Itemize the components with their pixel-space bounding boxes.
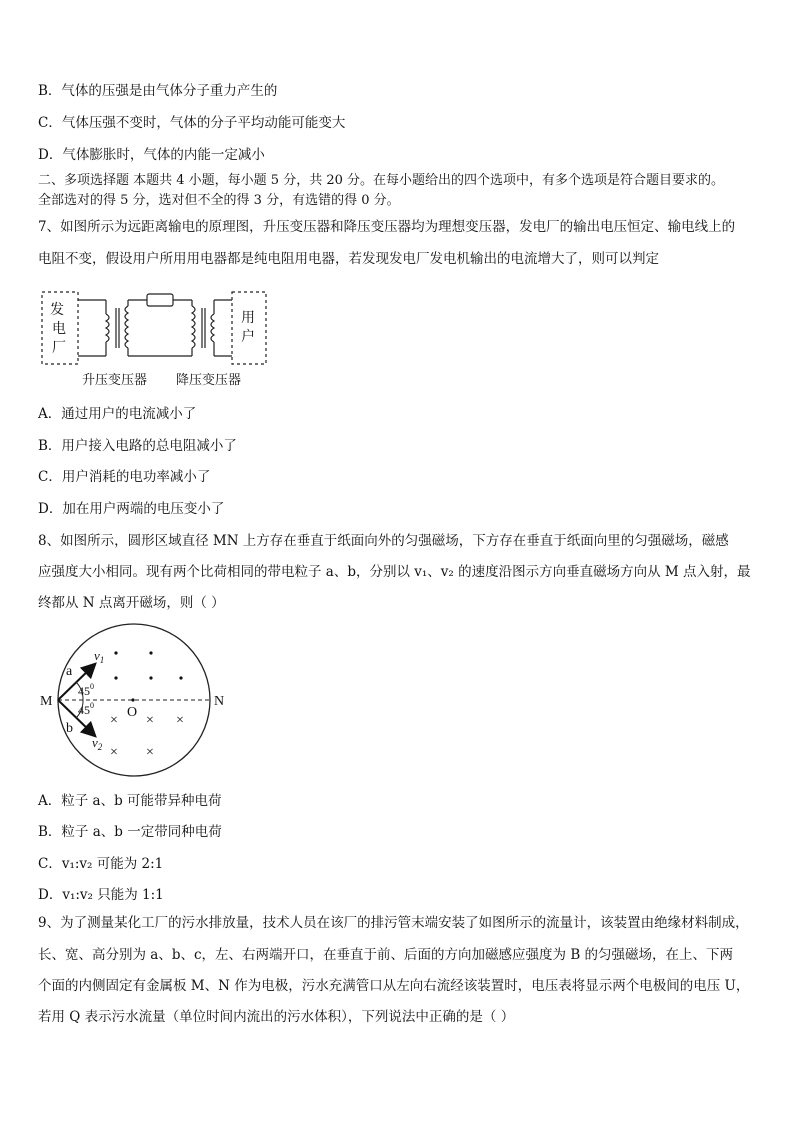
q7-option-b: B．用户接入电路的总电阻减小了	[38, 438, 237, 454]
field-cross: ×	[146, 713, 154, 728]
q8-stem-line3: 终都从 N 点离开磁场，则（ ）	[38, 595, 225, 611]
label-o: O	[127, 705, 138, 720]
section2-instruction-line2: 全部选对的得 5 分，选对但不全的得 3 分，有选错的得 0 分。	[38, 193, 400, 208]
step-down-label: 降压变压器	[176, 372, 242, 387]
q9-stem-line4: 若用 Q 表示污水流量（单位时间内流出的污水体积），下列说法中正确的是（ ）	[38, 1009, 515, 1025]
label-v2: $v_2$	[92, 735, 103, 752]
field-cross: ×	[110, 745, 118, 760]
q8-option-d: D．v₁:v₂ 只能为 1:1	[38, 887, 164, 903]
center-dot	[131, 698, 134, 701]
step-up-secondary-coil	[125, 306, 128, 348]
power-plant-char-1: 发	[50, 303, 64, 318]
transmission-diagram	[36, 284, 276, 394]
q8-stem-line2: 应强度大小相同。现有两个比荷相同的带电粒子 a、b，分别以 v₁、v₂ 的速度沿图示方向垂直磁场方向从 M 点入射，最	[38, 564, 751, 580]
user-char-2: 户	[241, 330, 255, 345]
step-down-secondary-coil	[211, 314, 214, 342]
user-box	[232, 292, 266, 364]
q6-option-b: B．气体的压强是由气体分子重力产生的	[38, 83, 278, 99]
q6-option-c: C．气体压强不变时，气体的分子平均动能可能变大	[38, 115, 346, 131]
field-dot	[179, 676, 182, 679]
user-char-1: 用	[241, 311, 255, 326]
power-plant-char-3: 厂	[52, 341, 66, 356]
step-up-label: 升压变压器	[82, 372, 148, 387]
field-cross: ×	[176, 713, 184, 728]
label-a: a	[66, 664, 73, 679]
field-dot	[149, 651, 152, 654]
field-dot	[114, 676, 117, 679]
label-m: M	[40, 694, 53, 709]
field-dot	[114, 651, 117, 654]
q9-stem-line1: 9、为了测量某化工厂的污水排放量，技术人员在该厂的排污管末端安装了如图所示的流量计，该装置由绝缘材料制成，	[38, 915, 749, 931]
q9-stem-line3: 个面的内侧固定有金属板 M、N 作为电极，污水充满管口从左向右流经该装置时，电压表将显示两个电极间的电压 U，	[38, 978, 750, 994]
field-cross: ×	[110, 713, 118, 728]
q7-stem-line2: 电阻不变，假设用户所用用电器都是纯电阻用电器，若发现发电厂发电机输出的电流增大了，则可以判定	[38, 251, 659, 267]
label-v1: $v_1$	[94, 648, 105, 665]
q8-option-c: C．v₁:v₂ 可能为 2:1	[38, 856, 164, 872]
power-plant-char-2: 电	[52, 322, 66, 337]
step-up-primary-coil	[106, 314, 109, 342]
magnetic-field-diagram	[36, 620, 236, 780]
line-resistor	[147, 294, 173, 306]
q7-stem-line1: 7、如图所示为远距离输电的原理图，升压变压器和降压变压器均为理想变压器，发电厂的输出电压恒定、输电线上的	[38, 219, 736, 235]
q8-stem-line1: 8、如图所示，圆形区域直径 MN 上方存在垂直于纸面向外的匀强磁场，下方存在垂直于纸面向里的匀强磁场，磁感	[38, 533, 729, 549]
q7-option-c: C．用户消耗的电功率减小了	[38, 469, 211, 485]
q9-stem-line2: 长、宽、高分别为 a、b、c，左、右两端开口，在垂直于前、后面的方向加磁感应强度为 B 的匀强磁场，在上、下两	[38, 947, 734, 963]
label-b: b	[66, 721, 73, 736]
step-down-primary-coil	[192, 306, 195, 348]
q7-option-a: A．通过用户的电流减小了	[38, 406, 197, 422]
angle-label-top: $45^0$	[78, 682, 94, 698]
q8-option-b: B．粒子 a、b 一定带同种电荷	[38, 824, 222, 840]
q7-option-d: D．加在用户两端的电压变小了	[38, 501, 225, 517]
angle-label-bottom: $45^0$	[78, 701, 94, 717]
field-cross: ×	[146, 745, 154, 760]
field-dot	[149, 676, 152, 679]
q8-option-a: A．粒子 a、b 可能带异种电荷	[38, 793, 222, 809]
q6-option-d: D．气体膨胀时，气体的内能一定减小	[38, 147, 265, 163]
label-n: N	[214, 694, 225, 709]
section2-instruction-line1: 二、多项选择题 本题共 4 小题，每小题 5 分，共 20 分。在每小题给出的四个选项中，有多个选项是符合题目要求的。	[38, 173, 725, 188]
